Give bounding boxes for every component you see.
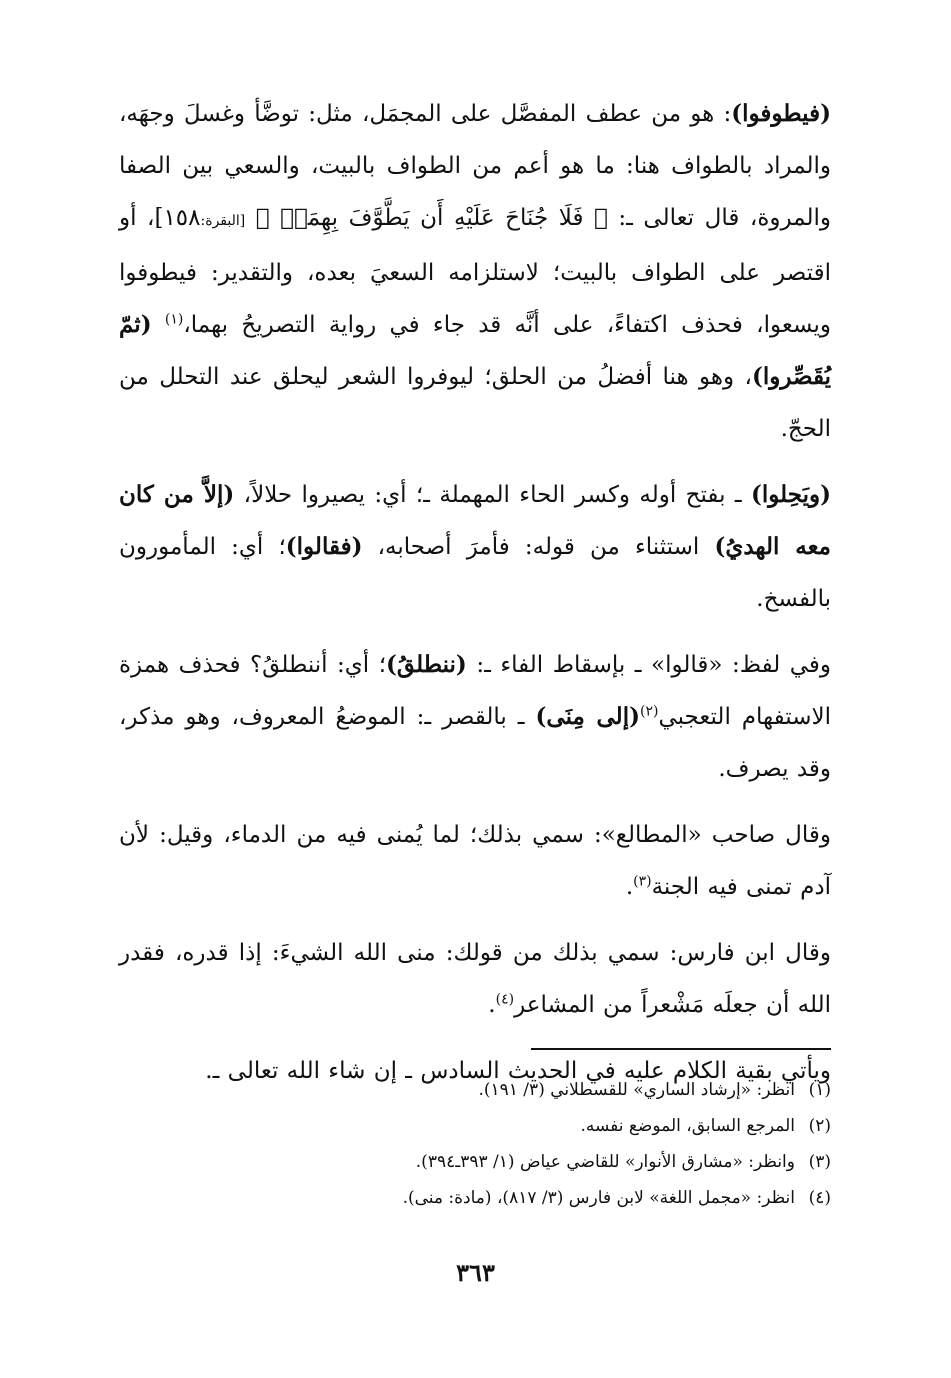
paragraph-6-text-a: ويأتي بقية الكلام عليه في الحديث السادس ـ إن شاء الله تعالى ـ. <box>205 1058 831 1084</box>
paragraph-5 <box>119 927 831 1031</box>
quran-reference: [البقرة: <box>200 213 246 229</box>
footnote-marker-2[interactable]: (٢) <box>639 703 659 720</box>
term-wa-yahillu: (ويَحِلوا) <box>751 481 832 508</box>
paragraph-2-text-b: استثناء من قوله: فأمرَ أصحابه، <box>377 534 700 560</box>
footnote-item <box>119 1180 831 1216</box>
footnote-number: (١) <box>808 1080 831 1100</box>
footnotes-list <box>119 1072 831 1216</box>
footnote-item <box>119 1108 831 1144</box>
footnote-text: وانظر: «مشارق الأنوار» للقاضي عياض (١/ ٣٩٣ـ٣٩٤). <box>415 1152 795 1172</box>
footnote-separator-line <box>531 1048 831 1050</box>
term-illa-man-kana: (إلاَّ من كان معه الهديُ) <box>119 481 831 560</box>
footnote-number: (٢) <box>808 1116 831 1136</box>
page-number: ٣٦٣ <box>456 1258 495 1287</box>
footnote-marker-1[interactable]: (١) <box>164 311 184 328</box>
paragraph-3-text-c: ـ بالقصر ـ: الموضعُ المعروف، وهو مذكر، وقد يصرف. <box>119 704 831 782</box>
paragraph-2-text-c: ؛ أي: المأمورون بالفسخ. <box>119 534 831 612</box>
footnote-marker-3[interactable]: (٣) <box>633 873 652 890</box>
paragraph-1-text-c: ، وهو هنا أفضلُ من الحلق؛ ليوفروا الشعر ليحلق عند التحلل من الحجّ. <box>119 364 831 442</box>
footnote-item <box>119 1072 831 1108</box>
footnote-item <box>119 1144 831 1180</box>
footnote-text: المرجع السابق، الموضع نفسه. <box>580 1116 795 1136</box>
term-thumma-yuqassiru: (ثمّ يُقَصِّروا) <box>119 311 831 390</box>
footnote-text: انظر: «إرشاد الساري» للقسطلاني (٣/ ١٩١). <box>478 1080 795 1100</box>
footnote-number: (٤) <box>808 1188 831 1208</box>
paragraph-5-text-b: . <box>488 992 496 1018</box>
book-page-body <box>119 88 831 1111</box>
paragraph-4-text-a: وقال صاحب «المطالع»: سمي بذلك؛ لما يُمنى فيه من الدماء، وقيل: لأن آدم تمنى فيه الجنة <box>119 822 831 900</box>
paragraph-4-text-b: . <box>625 874 634 900</box>
paragraph-3-text-b: ؛ أي: أننطلقُ؟ فحذف همزة الاستفهام التعجبي <box>119 652 832 730</box>
footnote-text: انظر: «مجمل اللغة» لابن فارس (٣/ ٨١٧)، (مادة: منى). <box>402 1188 795 1208</box>
paragraph-2 <box>119 469 831 625</box>
term-fa-qalu: (فقالوا) <box>285 533 363 560</box>
footnote-number: (٣) <box>808 1152 831 1172</box>
term-fayatufu: (فيطوفوا) <box>731 100 831 127</box>
paragraph-3-text-a: وفي لفظ: «قالوا» ـ بإسقاط الفاء ـ: <box>476 652 831 678</box>
footnote-marker-4[interactable]: (٤) <box>495 991 515 1008</box>
paragraph-3 <box>119 639 831 795</box>
paragraph-2-text-a: ـ بفتح أوله وكسر الحاء المهملة ـ؛ أي: يصيروا حلالاً، <box>243 482 742 508</box>
paragraph-4 <box>119 809 831 913</box>
term-ila-mina: (إلى مِنَى) <box>535 703 640 730</box>
paragraph-1-text-a: : هو من عطف المفصَّل على المجمَل، مثل: توضَّأ وغسلَ وجهَه، والمراد بالطواف هنا: ما هو أعم من الطواف بالبيت، والسعي بين الصفا والمروة، قال تعالى ـ: ﴿ فَلَا جُنَاحَ عَلَيْهِ أَن يَطَّوَّفَ بِهِمَاۚ ﴾ <box>119 101 831 231</box>
paragraph-1 <box>119 88 831 455</box>
paragraph-5-text-a: وقال ابن فارس: سمي بذلك من قولك: منى الله الشيءَ: إذا قدره، فقدر الله أن جعلَه مَشْعراً من المشاعر <box>119 940 831 1018</box>
term-nantaliqu: (ننطلقُ) <box>386 651 467 678</box>
paragraph-1-text-b: ١٥٨]، أو اقتصر على الطواف بالبيت؛ لاستلزامه السعيَ بعده، والتقدير: فيطوفوا ويسعوا، فحذف اكتفاءً، على أنَّه قد جاء في رواية التصريحُ بهما، <box>119 205 831 338</box>
